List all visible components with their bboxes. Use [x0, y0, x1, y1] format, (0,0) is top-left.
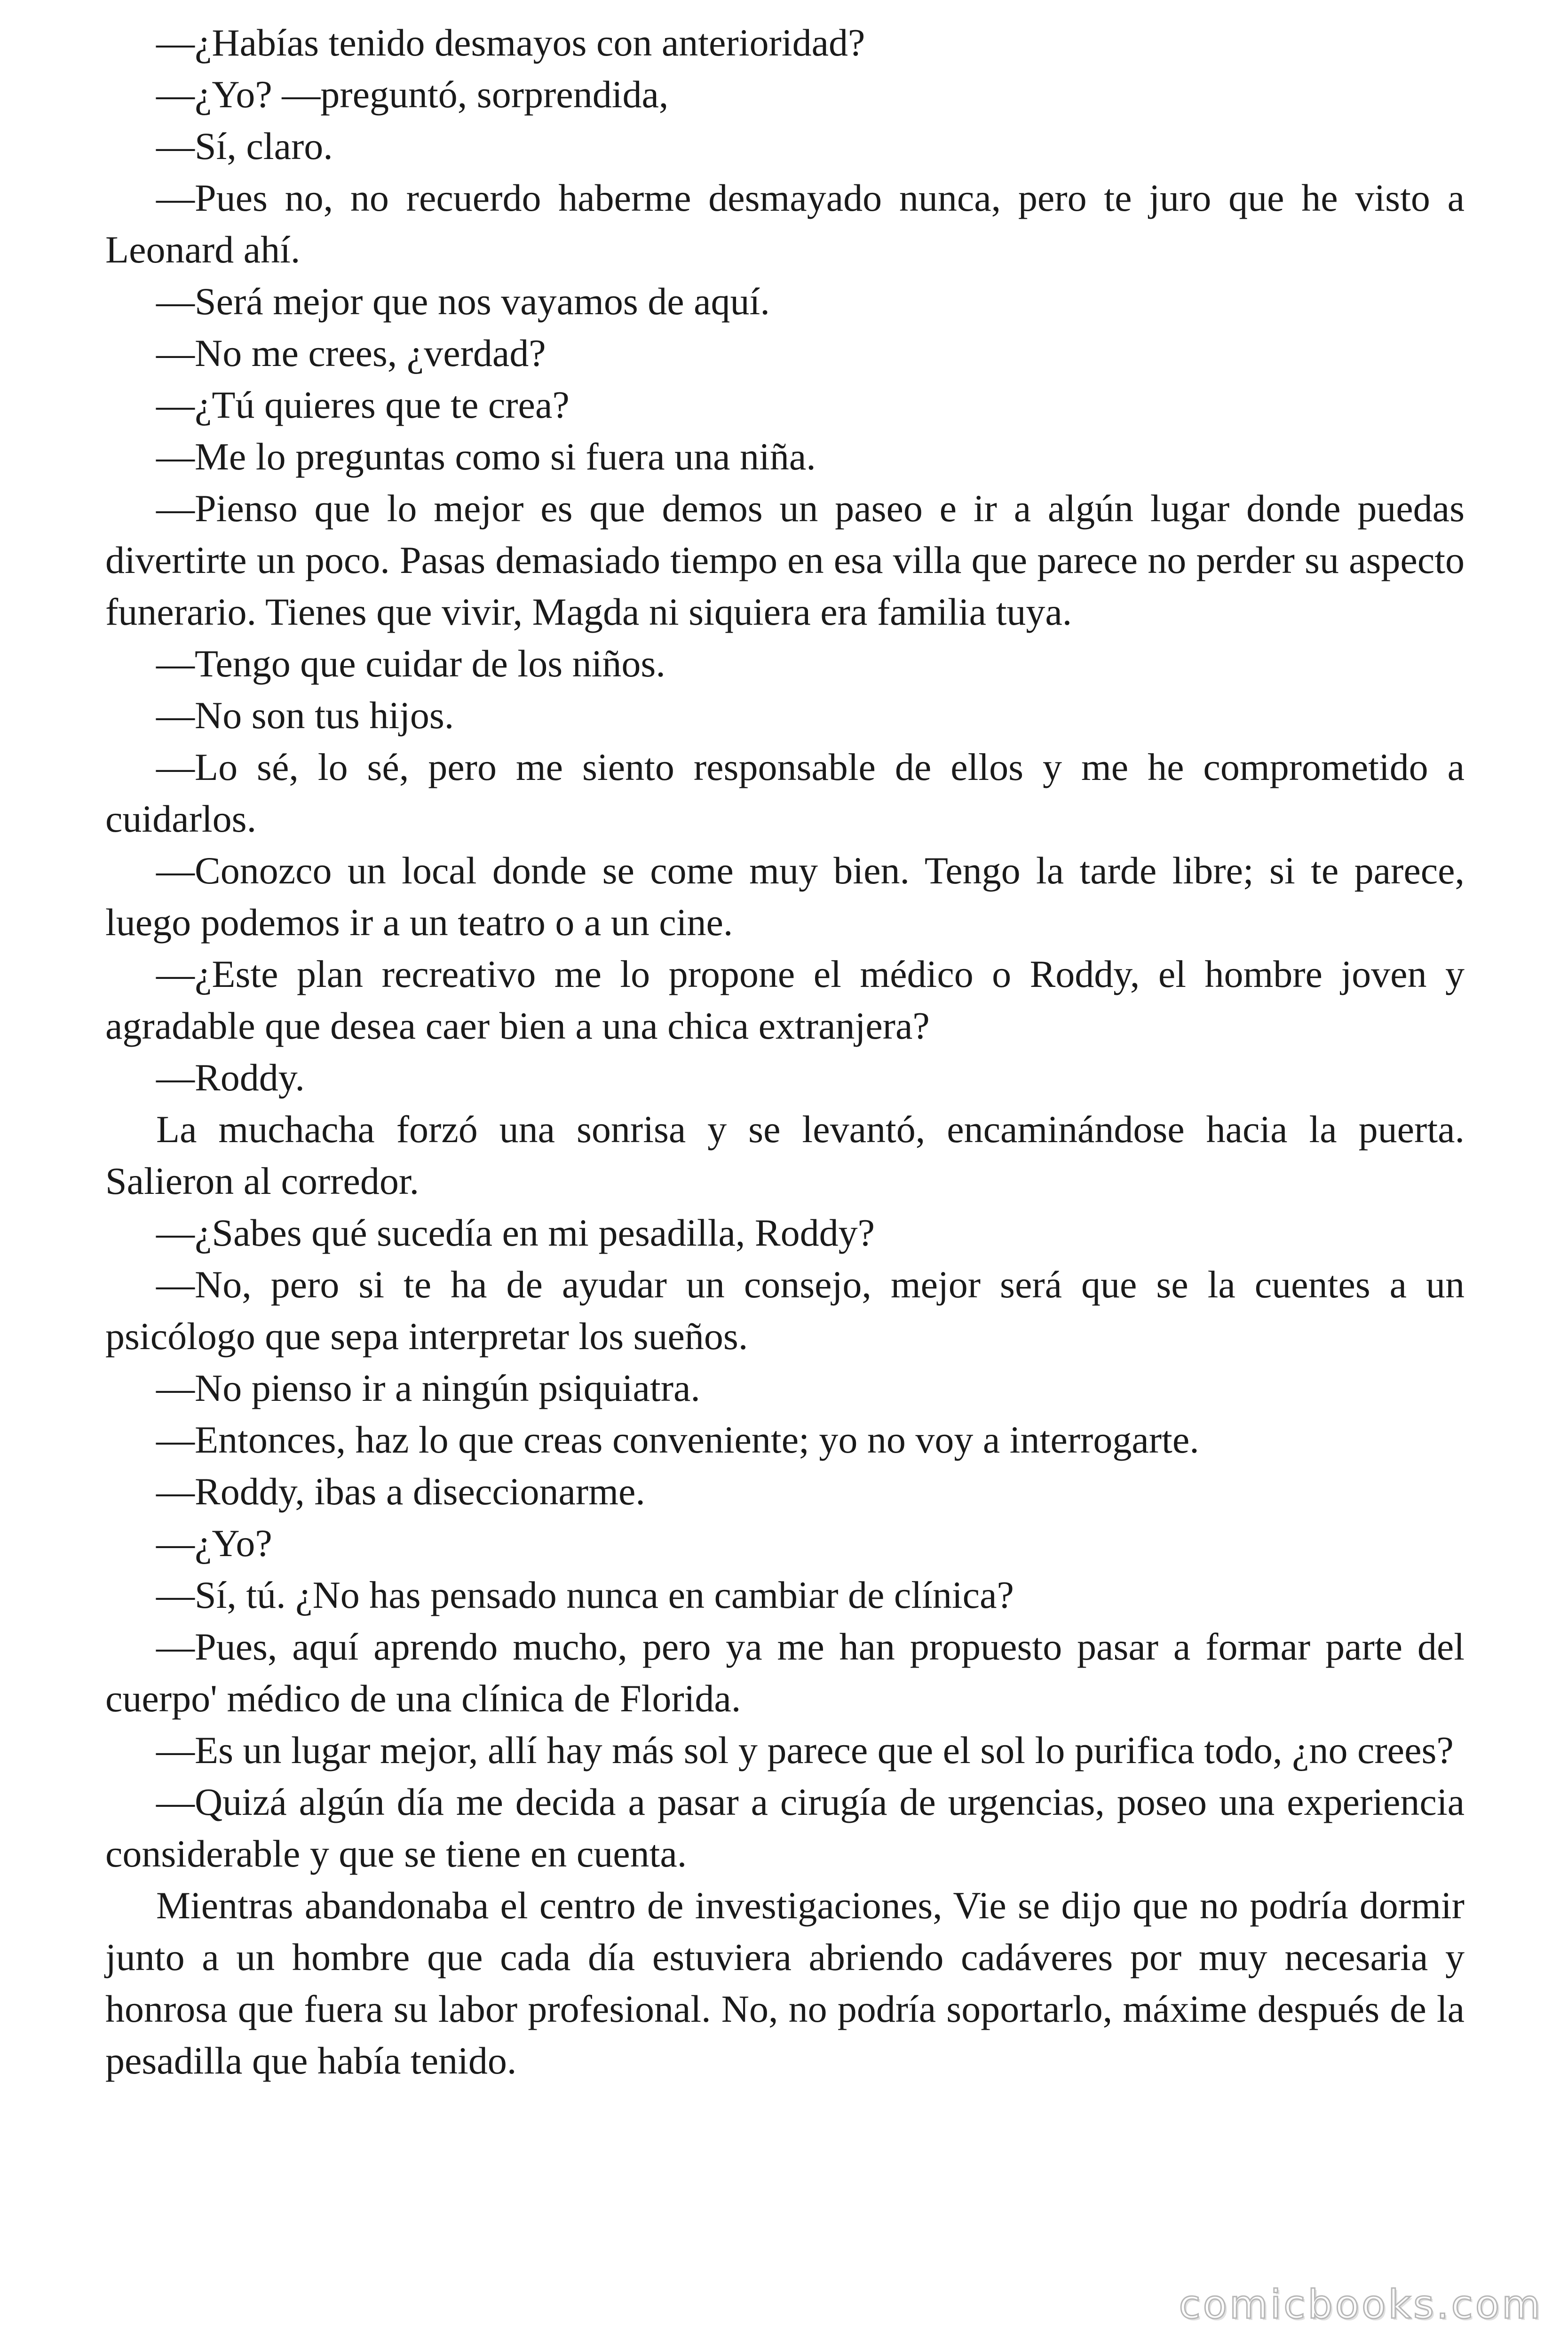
paragraph: —No, pero si te ha de ayudar un consejo, mejor será que se la cuentes a un psicólogo que sepa interpretar los sueños. [105, 1263, 1465, 1358]
book-page-text [105, 17, 1465, 2087]
paragraph: —Será mejor que nos vayamos de aquí. [156, 280, 770, 323]
paragraph: —Pues, aquí aprendo mucho, pero ya me han propuesto pasar a formar parte del cuerpo' médico de una clínica de Florida. [105, 1625, 1465, 1720]
paragraph: —Lo sé, lo sé, pero me siento responsable de ellos y me he comprometido a cuidarlos. [105, 746, 1465, 840]
paragraph: —Sí, tú. ¿No has pensado nunca en cambiar de clínica? [156, 1573, 1014, 1616]
paragraph: Mientras abandonaba el centro de investigaciones, Vie se dijo que no podría dormir junto a un hombre que cada día estuviera abriendo cadáveres por muy necesaria y honrosa que fuera su labor profesional. No, no podría soportarlo, máxime después de la pesadilla que había tenido. [105, 1884, 1465, 2082]
paragraph: —¿Este plan recreativo me lo propone el médico o Roddy, el hombre joven y agradable que desea caer bien a una chica extranjera? [105, 953, 1465, 1047]
paragraph: La muchacha forzó una sonrisa y se levantó, encaminándose hacia la puerta. Salieron al corredor. [105, 1108, 1465, 1202]
paragraph: —Tengo que cuidar de los niños. [156, 642, 665, 685]
paragraph: —Es un lugar mejor, allí hay más sol y parece que el sol lo purifica todo, ¿no crees? [156, 1729, 1454, 1772]
paragraph: —Roddy. [156, 1056, 305, 1099]
paragraph: —Entonces, haz lo que creas conveniente; yo no voy a interrogarte. [156, 1418, 1199, 1461]
paragraph: —No pienso ir a ningún psiquiatra. [156, 1367, 700, 1409]
paragraph: —¿Tú quieres que te crea? [156, 383, 570, 426]
paragraph: —Me lo preguntas como si fuera una niña. [156, 435, 816, 478]
paragraph: —Quizá algún día me decida a pasar a cirugía de urgencias, poseo una experiencia considerable y que se tiene en cuenta. [105, 1780, 1465, 1875]
paragraph: —Sí, claro. [156, 125, 333, 167]
paragraph: —Conozco un local donde se come muy bien. Tengo la tarde libre; si te parece, luego podemos ir a un teatro o a un cine. [105, 849, 1465, 944]
watermark: comicbooks.com [1179, 2281, 1543, 2328]
paragraph: —No son tus hijos. [156, 694, 454, 737]
paragraph: —Roddy, ibas a diseccionarme. [156, 1470, 645, 1513]
paragraph: —Pues no, no recuerdo haberme desmayado nunca, pero te juro que he visto a Leonard ahí. [105, 176, 1465, 271]
paragraph: —Pienso que lo mejor es que demos un paseo e ir a algún lugar donde puedas divertirte un poco. Pasas demasiado tiempo en esa villa que parece no perder su aspecto funerario. Tienes que vivir, Magda ni siquiera era familia tuya. [105, 487, 1465, 633]
paragraph: —¿Sabes qué sucedía en mi pesadilla, Roddy? [156, 1211, 875, 1254]
paragraph: —¿Yo? [156, 1522, 272, 1565]
paragraph: —No me crees, ¿verdad? [156, 332, 546, 374]
paragraph: —¿Habías tenido desmayos con anterioridad? [156, 21, 865, 64]
paragraph: —¿Yo? —preguntó, sorprendida, [156, 73, 669, 116]
